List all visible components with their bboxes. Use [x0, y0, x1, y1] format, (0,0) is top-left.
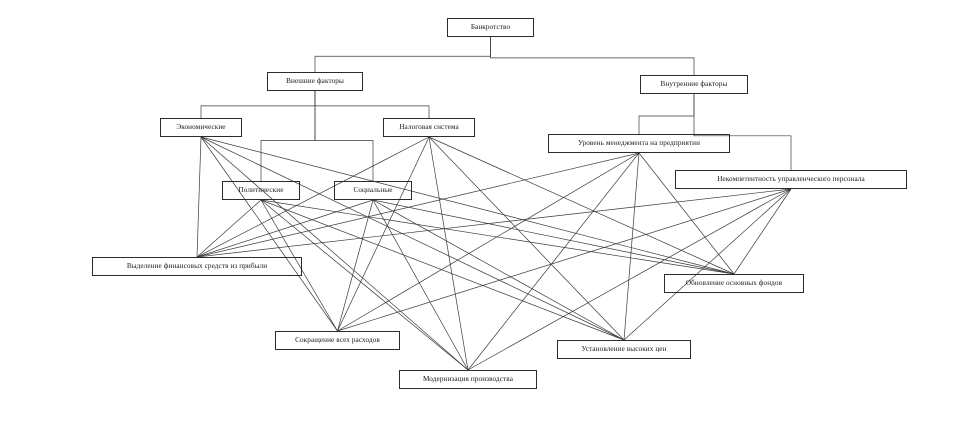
node-label-renew-assets: Обновление основных фондов [685, 278, 783, 287]
edge-mgmt-level-to-modernization [468, 153, 639, 370]
node-label-cut-expenses: Сокращение всех расходов [295, 335, 380, 344]
node-mgmt-level [548, 134, 730, 153]
node-incompetence [675, 170, 907, 189]
edge-external-to-social [315, 91, 373, 181]
node-label-modernization: Модернизация производства [423, 374, 513, 383]
node-renew-assets [664, 274, 804, 293]
node-cut-expenses [275, 331, 400, 350]
edge-economic-to-renew-assets [201, 137, 734, 274]
edge-mgmt-level-to-cut-expenses [338, 153, 640, 331]
edge-social-to-finance-alloc [197, 200, 373, 257]
edge-incompetence-to-renew-assets [734, 189, 791, 274]
node-label-internal: Внутренние факторы [660, 79, 728, 88]
edge-external-to-economic [201, 91, 315, 118]
node-label-mgmt-level: Уровень менеджмента на предприятии [577, 138, 701, 147]
node-internal [640, 75, 748, 94]
node-label-bankruptcy: Банкротство [470, 22, 511, 31]
node-high-prices [557, 340, 691, 359]
node-political [222, 181, 300, 200]
node-label-high-prices: Установление высоких цен [581, 344, 667, 353]
node-label-external: Внешние факторы [286, 76, 344, 85]
edge-social-to-high-prices [373, 200, 624, 340]
node-bankruptcy [447, 18, 534, 37]
node-modernization [399, 370, 537, 389]
node-label-political: Политические [238, 185, 284, 194]
edge-bankruptcy-to-external [315, 37, 491, 72]
node-label-economic: Экономические [176, 122, 226, 131]
edge-political-to-high-prices [261, 200, 624, 340]
node-label-social: Социальные [353, 185, 393, 194]
node-external [267, 72, 363, 91]
node-label-tax-system: Налоговая система [399, 122, 459, 131]
node-tax-system [383, 118, 475, 137]
edge-tax-system-to-cut-expenses [338, 137, 430, 331]
edge-political-to-renew-assets [261, 200, 734, 274]
node-social [334, 181, 412, 200]
edge-bankruptcy-to-internal [491, 37, 695, 75]
edge-social-to-renew-assets [373, 200, 734, 274]
node-economic [160, 118, 242, 137]
node-label-incompetence: Некомпетентность управленческого персонала [717, 174, 865, 183]
edge-internal-to-mgmt-level [639, 94, 694, 134]
edge-economic-to-cut-expenses [201, 137, 338, 331]
node-finance-alloc [92, 257, 302, 276]
edge-external-to-political [261, 91, 315, 181]
edge-internal-to-incompetence [694, 94, 791, 170]
edge-external-to-tax-system [315, 91, 429, 118]
node-label-finance-alloc: Выделение финансовых средств из прибыли [126, 261, 268, 270]
edge-incompetence-to-high-prices [624, 189, 791, 340]
edge-tax-system-to-renew-assets [429, 137, 734, 274]
edge-economic-to-finance-alloc [197, 137, 201, 257]
